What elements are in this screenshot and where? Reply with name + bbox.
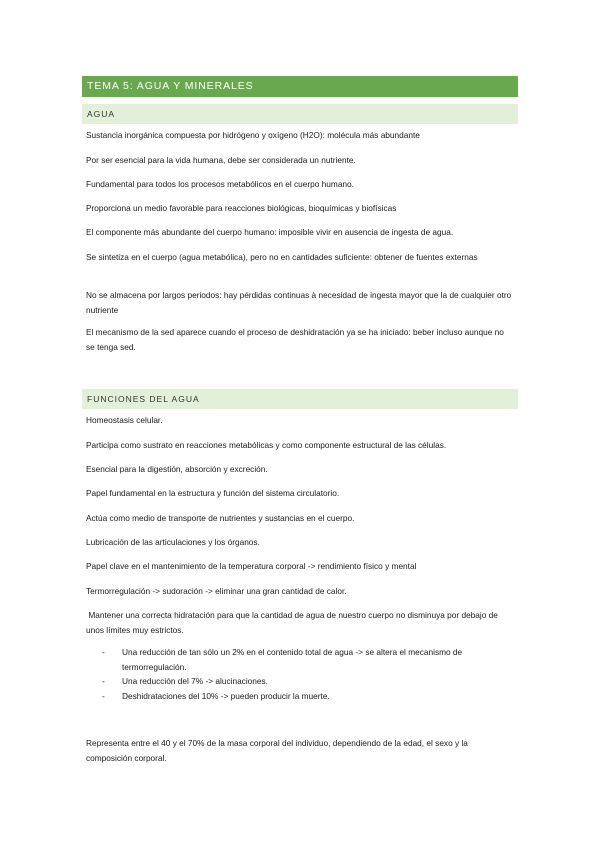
paragraph: Homeostasis celular. — [86, 415, 163, 425]
bullet-list — [100, 645, 510, 703]
paragraph: Mantener una correcta hidratación para que la cantidad de agua de nuestro cuerpo no disminuya por debajo de unos límites muy estrictos. — [86, 610, 501, 635]
paragraph: El mecanismo de la sed aparece cuando el proceso de deshidratación ya se ha iniciado: beber incluso aunque no se tenga sed. — [86, 327, 504, 352]
paragraph: Lubricación de las articulaciones y los órganos. — [86, 537, 260, 547]
bullet-marker: - — [102, 690, 105, 701]
section-heading-agua: AGUA — [82, 104, 518, 124]
paragraph: Termorregulación -> sudoración -> eliminar una gran cantidad de calor. — [86, 586, 347, 596]
paragraph: Papel clave en el mantenimiento de la temperatura corporal -> rendimiento físico y mental — [86, 561, 417, 571]
list-item-text: Una reducción del 7% -> alucinaciones. — [122, 676, 268, 686]
paragraph: Fundamental para todos los procesos metabólicos en el cuerpo humano. — [86, 179, 354, 189]
document-title: TEMA 5: AGUA Y MINERALES — [82, 76, 518, 97]
paragraph: No se almacena por largos periodos: hay pérdidas continuas à necesidad de ingesta mayor que la de cualquier otro nutriente — [86, 290, 512, 315]
paragraph: Esencial para la digestión, absorción y excreción. — [86, 464, 268, 474]
paragraph: Actúa como medio de transporte de nutrientes y sustancias en el cuerpo. — [86, 513, 355, 523]
paragraph: Sustancia inorgánica compuesta por hidrógeno y oxígeno (H2O): molécula más abundante — [86, 130, 420, 140]
list-item-text: Una reducción de tan sólo un 2% en el contenido total de agua -> se altera el mecanismo de termorregulación. — [122, 647, 463, 672]
paragraph: Por ser esencial para la vida humana, debe ser considerada un nutriente. — [86, 155, 356, 165]
paragraph: Papel fundamental en la estructura y función del sistema circulatorio. — [86, 488, 340, 498]
paragraph: El componente más abundante del cuerpo humano: imposible vivir en ausencia de ingesta de agua. — [86, 227, 454, 237]
paragraph: Participa como sustrato en reacciones metabólicas y como componente estructural de las células. — [86, 440, 447, 450]
bullet-marker: - — [102, 647, 105, 657]
closing-paragraph: Representa entre el 40 y el 70% de la masa corporal del individuo, dependiendo de la edad, el sexo y la composición corporal. — [86, 738, 468, 763]
list-item — [100, 645, 510, 674]
list-item — [100, 689, 510, 704]
list-item — [100, 674, 510, 689]
paragraph: Proporciona un medio favorable para reacciones biológicas, bioquímicas y biofísicas — [86, 203, 397, 213]
bullet-marker: - — [102, 676, 105, 686]
list-item-text: Deshidrataciones del 10% -> pueden producir la muerte. — [122, 690, 330, 701]
section-heading-funciones: FUNCIONES DEL AGUA — [82, 389, 518, 409]
paragraph: Se sintetiza en el cuerpo (agua metabólica), pero no en cantidades suficiente: obtener de fuentes externas — [86, 252, 478, 262]
